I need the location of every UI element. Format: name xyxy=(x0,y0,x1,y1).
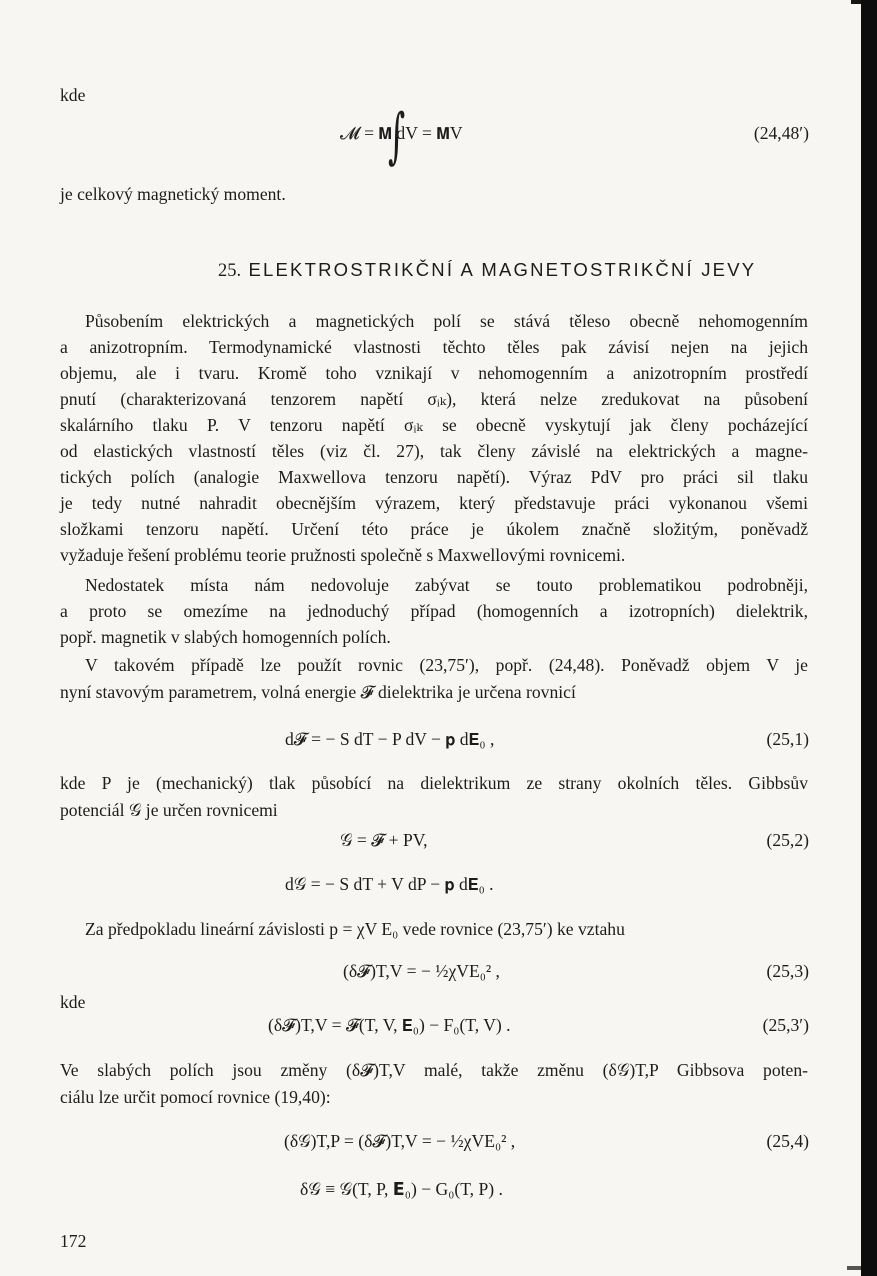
paragraph-1-line-2: a anizotropním. Termodynamické vlastnosti těchto těles pak závisí nejen na jejich xyxy=(60,337,808,357)
equation-25-4a: (δ𝒢)T,P = (δ𝓕)T,V = − ½χVE₀² , xyxy=(284,1131,516,1151)
scan-edge-foot xyxy=(847,1266,861,1270)
scan-edge-notch xyxy=(851,0,861,4)
paragraph-1-line-5: skalárního tlaku P. V tenzoru napětí σᵢₖ se obecně vyskytují jak členy pocházející xyxy=(60,415,808,435)
paragraph-2-line-1: Nedostatek místa nám nedovoluje zabývat se touto problematikou podrobněji, xyxy=(85,575,808,595)
paragraph-1-line-6: od elastických vlastností těles (viz čl. 27), tak členy závislé na elektrických a magne- xyxy=(60,441,808,461)
equation-25-1: d𝓕 = − S dT − P dV − 𝗽 d𝗘₀ , xyxy=(285,729,495,749)
paragraph-1-line-8: je tedy nutné nahradit obecnějším výrazem, který představuje práci vykonanou všemi xyxy=(60,493,808,513)
equation-number-25-3: (25,3) xyxy=(766,961,809,981)
paragraph-3-line-1: V takovém případě lze použít rovnic (23,75′), popř. (24,48). Poněvadž objem V je xyxy=(85,655,808,675)
scan-edge-bar xyxy=(861,0,877,1276)
text-kde-2: kde xyxy=(60,992,86,1012)
equation-25-2b: d𝒢 = − S dT + V dP − 𝗽 d𝗘₀ . xyxy=(285,874,494,894)
paragraph-4-line-1: kde P je (mechanický) tlak působící na dielektrikum ze strany okolních těles. Gibbsův xyxy=(60,773,808,793)
equation-number-25-2: (25,2) xyxy=(766,830,809,850)
paragraph-6-line-1: Ve slabých polích jsou změny (δ𝓕)T,V malé, takže změnu (δ𝒢)T,P Gibbsova poten- xyxy=(60,1060,808,1080)
paragraph-1-line-9: složkami tenzoru napětí. Určení této práce je úkolem značně složitým, poněvadž xyxy=(60,519,808,539)
paragraph-2-line-3: popř. magnetik v slabých homogenních polích. xyxy=(60,627,391,647)
paragraph-6-line-2: ciálu lze určit pomocí rovnice (19,40): xyxy=(60,1087,331,1107)
equation-24-48: 𝓜 = 𝗠 dV = 𝗠V xyxy=(340,123,463,143)
paragraph-1-line-3: objemu, ale i tvaru. Kromě toho vznikají v nehomogenním a anizotropním prostředí xyxy=(60,363,808,383)
page-number: 172 xyxy=(60,1231,87,1251)
equation-25-4b: δ𝒢 ≡ 𝒢(T, P, 𝗘₀) − G₀(T, P) . xyxy=(300,1179,503,1199)
section-heading xyxy=(218,258,756,283)
equation-number-25-1: (25,1) xyxy=(766,729,809,749)
paragraph-1-line-1: Působením elektrických a magnetických polí se stává těleso obecně nehomogenním xyxy=(85,311,808,331)
paragraph-1-line-7: tických polích (analogie Maxwellova tenzoru napětí). Výraz PdV pro práci sil tlaku xyxy=(60,467,808,487)
integral-sign: ∫ xyxy=(388,101,406,171)
section-number: 25. xyxy=(218,261,242,281)
equation-number-25-3-prime: (25,3′) xyxy=(762,1015,809,1035)
text-kde: kde xyxy=(60,85,86,105)
equation-number-24-48: (24,48′) xyxy=(753,123,809,143)
equation-number-25-4: (25,4) xyxy=(766,1131,809,1151)
paragraph-1-line-4: pnutí (charakterizovaná tenzorem napětí σᵢₖ), která nelze zredukovat na působení xyxy=(60,389,808,409)
text-celkovy-moment: je celkový magnetický moment. xyxy=(60,184,286,204)
paragraph-2-line-2: a proto se omezíme na jednoduchý případ (homogenních a izotropních) dielektrik, xyxy=(60,601,808,621)
paragraph-3-line-2: nyní stavovým parametrem, volná energie 𝓕 dielektrika je určena rovnicí xyxy=(60,682,576,702)
equation-25-3: (δ𝓕)T,V = − ½χVE₀² , xyxy=(343,961,500,981)
paragraph-4-line-2: potenciál 𝒢 je určen rovnicemi xyxy=(60,800,278,820)
equation-25-2a: 𝒢 = 𝓕 + PV, xyxy=(340,830,428,850)
equation-25-3-prime: (δ𝓕)T,V = 𝓕(T, V, 𝗘₀) − F₀(T, V) . xyxy=(268,1015,511,1035)
section-title: ELEKTROSTRIKČNÍ A MAGNETOSTRIKČNÍ JEVY xyxy=(248,259,757,280)
paragraph-1-line-10: vyžaduje řešení problému teorie pružnosti společně s Maxwellovými rovnicemi. xyxy=(60,545,626,565)
paragraph-5-line-1: Za předpokladu lineární závislosti p = χV E₀ vede rovnice (23,75′) ke vztahu xyxy=(85,919,625,939)
